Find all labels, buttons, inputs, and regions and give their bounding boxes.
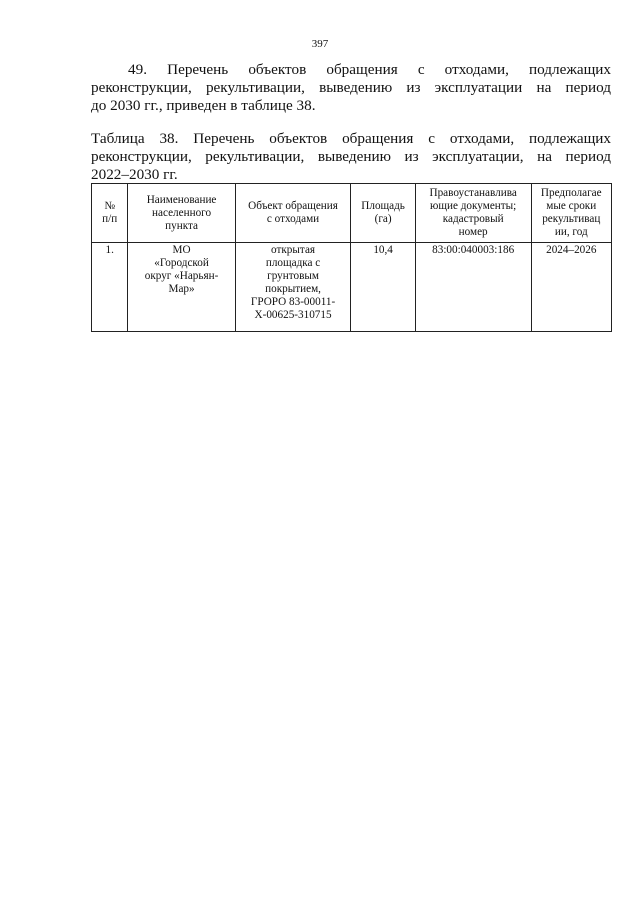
cell-line: ии, год: [554, 226, 588, 238]
cell-line: округ «Нарьян-: [144, 270, 219, 282]
header-documents: [415, 184, 531, 243]
cell-line: открытая: [271, 244, 316, 256]
table-header-row: [92, 184, 612, 243]
cell-line: п/п: [102, 213, 118, 225]
header-object: [235, 184, 351, 243]
header-settlement: [128, 184, 235, 243]
cell-line: МО: [172, 244, 191, 256]
cell-line: ющие документы;: [430, 200, 517, 212]
caption-line: реконструкции, рекультивации, выведению из эксплуатации, на период: [91, 148, 611, 165]
cell-line: «Городской: [154, 257, 209, 269]
header-number: [92, 184, 128, 243]
cell-line: Объект обращения: [248, 200, 338, 212]
paragraph-49: [91, 61, 611, 115]
cell-line: покрытием,: [265, 283, 321, 295]
header-area: [351, 184, 415, 243]
cell-line: с отходами: [266, 213, 320, 225]
page-number: 397: [311, 38, 329, 50]
cell-line: ГРОРО 83-00011-: [250, 296, 336, 308]
cell-object: [235, 243, 351, 332]
cell-line: Предполагае: [540, 187, 602, 199]
cell-line: 83:00:040003:186: [432, 244, 515, 256]
cell-line: (га): [374, 213, 392, 225]
cell-line: площадка с: [265, 257, 321, 269]
cell-line: грунтовым: [267, 270, 319, 282]
cell-line: Мар»: [168, 283, 195, 295]
cell-line: 10,4: [373, 244, 393, 256]
cell-line: кадастровый: [442, 213, 504, 225]
cell-line: Х-00625-310715: [254, 309, 332, 321]
cell-line: мые сроки: [546, 200, 597, 212]
cell-documents: [415, 243, 531, 332]
caption-line: Таблица 38. Перечень объектов обращения с отходами, подлежащих: [91, 130, 611, 147]
cell-line: 1.: [105, 244, 114, 256]
cell-line: №: [104, 200, 116, 212]
cell-line: Наименование: [146, 193, 217, 206]
header-dates: [531, 184, 611, 243]
table-row: [92, 243, 612, 332]
cell-line: Площадь: [361, 200, 405, 212]
table-caption: [91, 130, 611, 184]
cell-line: рекультивац: [542, 213, 601, 225]
cell-number: [92, 243, 128, 332]
waste-objects-table: [91, 183, 612, 332]
cell-line: Правоустанавлива: [429, 187, 517, 199]
cell-settlement: [128, 243, 235, 332]
cell-line: пункта: [165, 219, 198, 232]
cell-dates: [531, 243, 611, 332]
cell-line: 2024–2026: [546, 244, 597, 256]
paragraph-line: 49. Перечень объектов обращения с отходами, подлежащих: [128, 61, 611, 78]
cell-area: [351, 243, 415, 332]
cell-line: номер: [458, 226, 488, 238]
paragraph-line: до 2030 гг., приведен в таблице 38.: [91, 97, 316, 114]
caption-line: 2022–2030 гг.: [91, 166, 178, 183]
cell-line: населенного: [152, 206, 212, 219]
paragraph-line: реконструкции, рекультивации, выведению из эксплуатации на период: [91, 79, 611, 96]
